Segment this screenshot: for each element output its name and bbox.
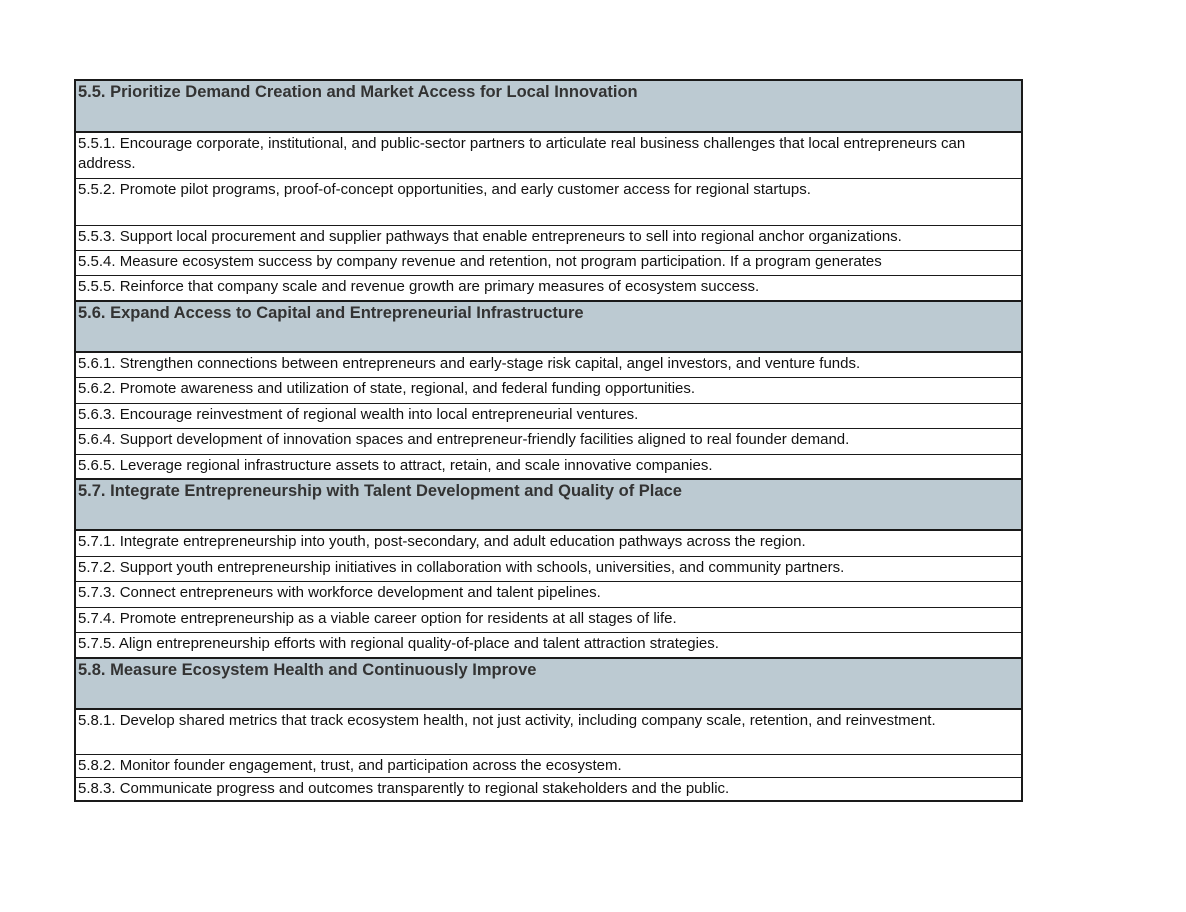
table-row: 5.6.2. Promote awareness and utilization of state, regional, and federal funding opportunities. bbox=[76, 378, 1021, 404]
table-row: 5.7.1. Integrate entrepreneurship into youth, post-secondary, and adult education pathways across the region. bbox=[76, 531, 1021, 557]
table-row: 5.7.5. Align entrepreneurship efforts with regional quality-of-place and talent attraction strategies. bbox=[76, 633, 1021, 659]
table-row: 5.7.3. Connect entrepreneurs with workforce development and talent pipelines. bbox=[76, 582, 1021, 608]
table-row: 5.5.2. Promote pilot programs, proof-of-concept opportunities, and early customer access for regional startups. bbox=[76, 179, 1021, 226]
table-row: 5.6.5. Leverage regional infrastructure assets to attract, retain, and scale innovative companies. bbox=[76, 455, 1021, 480]
table-row: 5.7.4. Promote entrepreneurship as a viable career option for residents at all stages of life. bbox=[76, 608, 1021, 633]
table-row: 5.5.4. Measure ecosystem success by company revenue and retention, not program participation. If a program generates bbox=[76, 251, 1021, 276]
table-row: 5.6.3. Encourage reinvestment of regional wealth into local entrepreneurial ventures. bbox=[76, 404, 1021, 429]
section-heading: 5.8. Measure Ecosystem Health and Continuously Improve bbox=[76, 659, 1021, 710]
section-heading: 5.7. Integrate Entrepreneurship with Talent Development and Quality of Place bbox=[76, 480, 1021, 531]
table-row: 5.7.2. Support youth entrepreneurship initiatives in collaboration with schools, universities, and community partners. bbox=[76, 557, 1021, 582]
table-row: 5.5.3. Support local procurement and supplier pathways that enable entrepreneurs to sell into regional anchor organizations. bbox=[76, 226, 1021, 251]
strategy-table bbox=[74, 79, 1023, 802]
table-row: 5.8.3. Communicate progress and outcomes transparently to regional stakeholders and the public. bbox=[78, 780, 730, 797]
table-row: 5.8.2. Monitor founder engagement, trust, and participation across the ecosystem. bbox=[76, 755, 1021, 778]
table-row: 5.5.1. Encourage corporate, institutional, and public-sector partners to articulate real business challenges that local entrepreneurs can address. bbox=[76, 133, 1021, 179]
table-row: 5.6.1. Strengthen connections between entrepreneurs and early-stage risk capital, angel investors, and venture funds. bbox=[76, 353, 1021, 378]
table-row: 5.8.1. Develop shared metrics that track ecosystem health, not just activity, including company scale, retention, and reinvestment. bbox=[76, 710, 1021, 755]
section-heading: 5.5. Prioritize Demand Creation and Market Access for Local Innovation bbox=[76, 81, 1021, 133]
table-row: 5.6.4. Support development of innovation spaces and entrepreneur-friendly facilities aligned to real founder demand. bbox=[76, 429, 1021, 455]
table-row: 5.5.5. Reinforce that company scale and revenue growth are primary measures of ecosystem success. bbox=[76, 276, 1021, 302]
section-heading: 5.6. Expand Access to Capital and Entrepreneurial Infrastructure bbox=[76, 302, 1021, 353]
